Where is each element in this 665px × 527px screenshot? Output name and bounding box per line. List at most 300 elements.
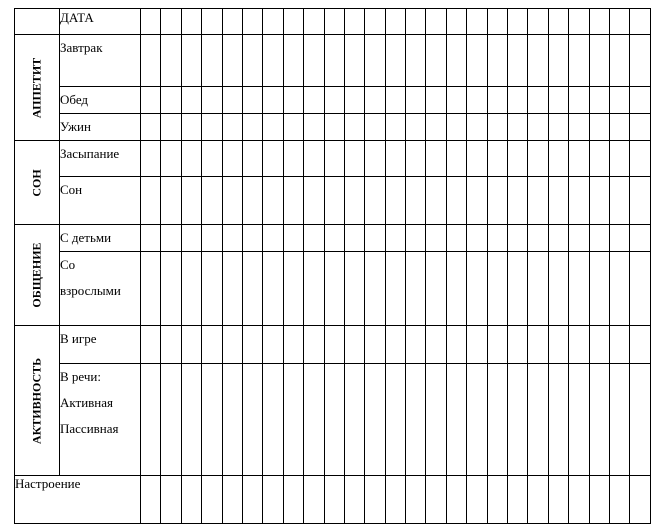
entry-cell[interactable]	[283, 114, 303, 141]
entry-cell[interactable]	[548, 177, 568, 225]
entry-cell[interactable]	[385, 476, 405, 524]
entry-cell[interactable]	[426, 177, 446, 225]
entry-cell[interactable]	[467, 326, 487, 364]
entry-cell[interactable]	[222, 476, 242, 524]
entry-cell[interactable]	[385, 225, 405, 252]
entry-cell[interactable]	[589, 177, 609, 225]
entry-cell[interactable]	[406, 35, 426, 87]
entry-cell[interactable]	[406, 177, 426, 225]
entry-cell[interactable]	[569, 114, 589, 141]
entry-cell[interactable]	[304, 225, 324, 252]
entry-cell[interactable]	[181, 141, 201, 177]
entry-cell[interactable]	[569, 177, 589, 225]
entry-cell[interactable]	[406, 225, 426, 252]
category-sleep	[15, 141, 60, 225]
entry-cell[interactable]	[630, 225, 650, 252]
entry-cell[interactable]	[324, 141, 344, 177]
entry-cell[interactable]	[609, 114, 629, 141]
entry-cell[interactable]	[630, 114, 650, 141]
entry-cell[interactable]	[609, 252, 629, 326]
row-label-dinner: Ужин	[60, 114, 141, 141]
entry-cell[interactable]	[344, 87, 364, 114]
row-label-passive: Пассивная	[60, 421, 119, 436]
entry-cell[interactable]	[467, 225, 487, 252]
entry-cell[interactable]	[569, 35, 589, 87]
entry-cell[interactable]	[161, 87, 181, 114]
entry-cell[interactable]	[263, 225, 283, 252]
entry-cell[interactable]	[487, 252, 507, 326]
entry-cell[interactable]	[242, 326, 262, 364]
entry-cell[interactable]	[304, 9, 324, 35]
entry-cell[interactable]	[467, 141, 487, 177]
entry-cell[interactable]	[548, 326, 568, 364]
entry-cell[interactable]	[365, 476, 385, 524]
entry-cell[interactable]	[630, 252, 650, 326]
entry-cell[interactable]	[609, 364, 629, 476]
entry-cell[interactable]	[365, 326, 385, 364]
entry-cell[interactable]	[263, 87, 283, 114]
entry-cell[interactable]	[589, 252, 609, 326]
entry-cell[interactable]	[406, 364, 426, 476]
entry-cell[interactable]	[242, 87, 262, 114]
entry-cell[interactable]	[324, 114, 344, 141]
entry-cell[interactable]	[365, 141, 385, 177]
entry-cell[interactable]	[508, 141, 528, 177]
entry-cell[interactable]	[222, 364, 242, 476]
entry-cell[interactable]	[263, 114, 283, 141]
entry-cell[interactable]	[202, 35, 222, 87]
category-appetite	[15, 35, 60, 141]
entry-cell[interactable]	[222, 141, 242, 177]
entry-cell[interactable]	[324, 476, 344, 524]
entry-cell[interactable]	[181, 35, 201, 87]
entry-cell[interactable]	[202, 252, 222, 326]
entry-cell[interactable]	[426, 9, 446, 35]
entry-cell[interactable]	[467, 35, 487, 87]
entry-cell[interactable]	[222, 326, 242, 364]
entry-cell[interactable]	[589, 9, 609, 35]
row-label-in-speech-title: В речи:	[60, 369, 101, 384]
entry-cell[interactable]	[548, 225, 568, 252]
entry-cell[interactable]	[528, 177, 548, 225]
entry-cell[interactable]	[181, 9, 201, 35]
entry-cell[interactable]	[569, 9, 589, 35]
row-label-with-adults-line2: взрослыми	[60, 283, 121, 298]
entry-cell[interactable]	[548, 114, 568, 141]
entry-cell[interactable]	[426, 35, 446, 87]
entry-cell[interactable]	[589, 35, 609, 87]
entry-cell[interactable]	[304, 252, 324, 326]
entry-cell[interactable]	[467, 87, 487, 114]
entry-cell[interactable]	[487, 177, 507, 225]
entry-cell[interactable]	[426, 141, 446, 177]
entry-cell[interactable]	[446, 177, 466, 225]
entry-cell[interactable]	[161, 252, 181, 326]
entry-cell[interactable]	[324, 87, 344, 114]
entry-cell[interactable]	[324, 364, 344, 476]
entry-cell[interactable]	[385, 364, 405, 476]
table-row	[15, 364, 651, 476]
entry-cell[interactable]	[365, 9, 385, 35]
entry-cell[interactable]	[589, 364, 609, 476]
entry-cell[interactable]	[141, 364, 161, 476]
entry-cell[interactable]	[344, 476, 364, 524]
entry-cell[interactable]	[202, 9, 222, 35]
entry-cell[interactable]	[385, 141, 405, 177]
entry-cell[interactable]	[283, 364, 303, 476]
entry-cell[interactable]	[630, 9, 650, 35]
entry-cell[interactable]	[141, 141, 161, 177]
entry-cell[interactable]	[283, 326, 303, 364]
entry-cell[interactable]	[181, 476, 201, 524]
entry-cell[interactable]	[508, 476, 528, 524]
entry-cell[interactable]	[365, 225, 385, 252]
entry-cell[interactable]	[304, 35, 324, 87]
entry-cell[interactable]	[508, 9, 528, 35]
entry-cell[interactable]	[589, 476, 609, 524]
entry-cell[interactable]	[283, 225, 303, 252]
entry-cell[interactable]	[324, 252, 344, 326]
entry-cell[interactable]	[161, 326, 181, 364]
entry-cell[interactable]	[426, 114, 446, 141]
row-label-sleep: Сон	[60, 177, 141, 225]
date-header: ДАТА	[60, 9, 141, 35]
entry-cell[interactable]	[508, 87, 528, 114]
entry-cell[interactable]	[426, 364, 446, 476]
entry-cell[interactable]	[202, 225, 222, 252]
entry-cell[interactable]	[385, 177, 405, 225]
entry-cell[interactable]	[426, 225, 446, 252]
entry-cell[interactable]	[304, 476, 324, 524]
entry-cell[interactable]	[630, 141, 650, 177]
entry-cell[interactable]	[487, 9, 507, 35]
entry-cell[interactable]	[548, 87, 568, 114]
entry-cell[interactable]	[569, 326, 589, 364]
entry-cell[interactable]	[242, 177, 262, 225]
entry-cell[interactable]	[508, 326, 528, 364]
entry-cell[interactable]	[263, 141, 283, 177]
entry-cell[interactable]	[385, 252, 405, 326]
entry-cell[interactable]	[467, 9, 487, 35]
entry-cell[interactable]	[242, 114, 262, 141]
entry-cell[interactable]	[528, 364, 548, 476]
entry-cell[interactable]	[487, 141, 507, 177]
entry-cell[interactable]	[242, 476, 262, 524]
entry-cell[interactable]	[528, 252, 548, 326]
row-label-active: Активная	[60, 395, 114, 410]
entry-cell[interactable]	[609, 9, 629, 35]
table-row	[15, 476, 651, 524]
row-label-mood: Настроение	[15, 476, 141, 524]
entry-cell[interactable]	[569, 476, 589, 524]
entry-cell[interactable]	[365, 252, 385, 326]
entry-cell[interactable]	[467, 476, 487, 524]
entry-cell[interactable]	[181, 87, 201, 114]
entry-cell[interactable]	[324, 326, 344, 364]
entry-cell[interactable]	[222, 35, 242, 87]
entry-cell[interactable]	[508, 114, 528, 141]
entry-cell[interactable]	[528, 225, 548, 252]
entry-cell[interactable]	[528, 9, 548, 35]
entry-cell[interactable]	[263, 364, 283, 476]
table-row	[15, 326, 651, 364]
entry-cell[interactable]	[181, 326, 201, 364]
entry-cell[interactable]	[141, 35, 161, 87]
entry-cell[interactable]	[283, 35, 303, 87]
entry-cell[interactable]	[344, 326, 364, 364]
entry-cell[interactable]	[324, 225, 344, 252]
entry-cell[interactable]	[548, 141, 568, 177]
category-label-sleep: СОН	[29, 168, 44, 197]
entry-cell[interactable]	[161, 9, 181, 35]
entry-cell[interactable]	[222, 177, 242, 225]
entry-cell[interactable]	[406, 114, 426, 141]
entry-cell[interactable]	[609, 326, 629, 364]
entry-cell[interactable]	[385, 114, 405, 141]
entry-cell[interactable]	[324, 9, 344, 35]
entry-cell[interactable]	[487, 114, 507, 141]
entry-cell[interactable]	[283, 177, 303, 225]
entry-cell[interactable]	[406, 252, 426, 326]
entry-cell[interactable]	[569, 364, 589, 476]
table-row	[15, 9, 651, 35]
entry-cell[interactable]	[487, 326, 507, 364]
entry-cell[interactable]	[467, 252, 487, 326]
entry-cell[interactable]	[528, 35, 548, 87]
entry-cell[interactable]	[242, 9, 262, 35]
entry-cell[interactable]	[406, 9, 426, 35]
entry-cell[interactable]	[487, 225, 507, 252]
entry-cell[interactable]	[242, 141, 262, 177]
entry-cell[interactable]	[222, 87, 242, 114]
entry-cell[interactable]	[548, 252, 568, 326]
entry-cell[interactable]	[589, 326, 609, 364]
entry-cell[interactable]	[181, 252, 201, 326]
entry-cell[interactable]	[589, 114, 609, 141]
entry-cell[interactable]	[365, 114, 385, 141]
entry-cell[interactable]	[222, 252, 242, 326]
entry-cell[interactable]	[508, 35, 528, 87]
entry-cell[interactable]	[609, 177, 629, 225]
entry-cell[interactable]	[263, 35, 283, 87]
entry-cell[interactable]	[263, 177, 283, 225]
entry-cell[interactable]	[141, 225, 161, 252]
entry-cell[interactable]	[161, 225, 181, 252]
entry-cell[interactable]	[630, 87, 650, 114]
entry-cell[interactable]	[365, 177, 385, 225]
entry-cell[interactable]	[161, 141, 181, 177]
entry-cell[interactable]	[548, 476, 568, 524]
entry-cell[interactable]	[344, 252, 364, 326]
entry-cell[interactable]	[508, 252, 528, 326]
entry-cell[interactable]	[263, 252, 283, 326]
entry-cell[interactable]	[446, 364, 466, 476]
entry-cell[interactable]	[304, 326, 324, 364]
entry-cell[interactable]	[202, 476, 222, 524]
entry-cell[interactable]	[161, 476, 181, 524]
entry-cell[interactable]	[283, 141, 303, 177]
entry-cell[interactable]	[242, 35, 262, 87]
table-row	[15, 35, 651, 87]
entry-cell[interactable]	[609, 87, 629, 114]
entry-cell[interactable]	[569, 225, 589, 252]
entry-cell[interactable]	[304, 141, 324, 177]
entry-cell[interactable]	[181, 177, 201, 225]
entry-cell[interactable]	[406, 87, 426, 114]
entry-cell[interactable]	[426, 252, 446, 326]
entry-cell[interactable]	[426, 326, 446, 364]
entry-cell[interactable]	[263, 9, 283, 35]
entry-cell[interactable]	[528, 326, 548, 364]
entry-cell[interactable]	[161, 364, 181, 476]
entry-cell[interactable]	[609, 225, 629, 252]
category-label-appetite: АППЕТИТ	[29, 57, 44, 118]
entry-cell[interactable]	[141, 114, 161, 141]
entry-cell[interactable]	[263, 326, 283, 364]
entry-cell[interactable]	[202, 87, 222, 114]
entry-cell[interactable]	[202, 326, 222, 364]
entry-cell[interactable]	[630, 326, 650, 364]
entry-cell[interactable]	[344, 364, 364, 476]
table-row	[15, 87, 651, 114]
entry-cell[interactable]	[569, 252, 589, 326]
entry-cell[interactable]	[141, 252, 161, 326]
entry-cell[interactable]	[569, 141, 589, 177]
entry-cell[interactable]	[508, 177, 528, 225]
entry-cell[interactable]	[324, 177, 344, 225]
entry-cell[interactable]	[508, 225, 528, 252]
entry-cell[interactable]	[222, 9, 242, 35]
entry-cell[interactable]	[548, 9, 568, 35]
entry-cell[interactable]	[446, 9, 466, 35]
entry-cell[interactable]	[141, 476, 161, 524]
entry-cell[interactable]	[304, 177, 324, 225]
entry-cell[interactable]	[304, 364, 324, 476]
entry-cell[interactable]	[446, 252, 466, 326]
entry-cell[interactable]	[528, 87, 548, 114]
row-label-breakfast: Завтрак	[60, 35, 141, 87]
entry-cell[interactable]	[385, 35, 405, 87]
entry-cell[interactable]	[222, 225, 242, 252]
entry-cell[interactable]	[344, 141, 364, 177]
entry-cell[interactable]	[344, 9, 364, 35]
entry-cell[interactable]	[304, 114, 324, 141]
entry-cell[interactable]	[446, 87, 466, 114]
entry-cell[interactable]	[161, 114, 181, 141]
entry-cell[interactable]	[406, 476, 426, 524]
entry-cell[interactable]	[548, 364, 568, 476]
entry-cell[interactable]	[304, 87, 324, 114]
entry-cell[interactable]	[283, 87, 303, 114]
entry-cell[interactable]	[446, 141, 466, 177]
entry-cell[interactable]	[161, 177, 181, 225]
entry-cell[interactable]	[630, 35, 650, 87]
row-label-with-adults-line1: Со	[60, 257, 76, 272]
entry-cell[interactable]	[487, 35, 507, 87]
entry-cell[interactable]	[426, 476, 446, 524]
entry-cell[interactable]	[141, 87, 161, 114]
entry-cell[interactable]	[446, 225, 466, 252]
entry-cell[interactable]	[467, 364, 487, 476]
entry-cell[interactable]	[283, 252, 303, 326]
entry-cell[interactable]	[426, 87, 446, 114]
entry-cell[interactable]	[283, 476, 303, 524]
entry-cell[interactable]	[609, 141, 629, 177]
entry-cell[interactable]	[202, 141, 222, 177]
entry-cell[interactable]	[385, 326, 405, 364]
category-communication	[15, 225, 60, 326]
entry-cell[interactable]	[181, 225, 201, 252]
entry-cell[interactable]	[508, 364, 528, 476]
entry-cell[interactable]	[365, 364, 385, 476]
entry-cell[interactable]	[589, 141, 609, 177]
entry-cell[interactable]	[141, 326, 161, 364]
entry-cell[interactable]	[141, 9, 161, 35]
entry-cell[interactable]	[528, 141, 548, 177]
entry-cell[interactable]	[181, 114, 201, 141]
entry-cell[interactable]	[406, 141, 426, 177]
entry-cell[interactable]	[487, 476, 507, 524]
entry-cell[interactable]	[263, 476, 283, 524]
entry-cell[interactable]	[487, 87, 507, 114]
entry-cell[interactable]	[609, 35, 629, 87]
entry-cell[interactable]	[446, 35, 466, 87]
entry-cell[interactable]	[181, 364, 201, 476]
entry-cell[interactable]	[609, 476, 629, 524]
entry-cell[interactable]	[446, 114, 466, 141]
category-label-activity: АКТИВНОСТЬ	[29, 357, 44, 444]
entry-cell[interactable]	[344, 35, 364, 87]
entry-cell[interactable]	[589, 225, 609, 252]
table-row	[15, 114, 651, 141]
entry-cell[interactable]	[365, 87, 385, 114]
entry-cell[interactable]	[630, 476, 650, 524]
entry-cell[interactable]	[344, 225, 364, 252]
entry-cell[interactable]	[385, 9, 405, 35]
entry-cell[interactable]	[487, 364, 507, 476]
entry-cell[interactable]	[406, 326, 426, 364]
entry-cell[interactable]	[630, 364, 650, 476]
entry-cell[interactable]	[283, 9, 303, 35]
entry-cell[interactable]	[548, 35, 568, 87]
entry-cell[interactable]	[467, 177, 487, 225]
entry-cell[interactable]	[202, 177, 222, 225]
entry-cell[interactable]	[467, 114, 487, 141]
entry-cell[interactable]	[630, 177, 650, 225]
entry-cell[interactable]	[589, 87, 609, 114]
category-activity	[15, 326, 60, 476]
entry-cell[interactable]	[242, 225, 262, 252]
entry-cell[interactable]	[242, 252, 262, 326]
entry-cell[interactable]	[242, 364, 262, 476]
entry-cell[interactable]	[446, 476, 466, 524]
entry-cell[interactable]	[569, 87, 589, 114]
entry-cell[interactable]	[365, 35, 385, 87]
entry-cell[interactable]	[202, 364, 222, 476]
entry-cell[interactable]	[528, 476, 548, 524]
entry-cell[interactable]	[446, 326, 466, 364]
entry-cell[interactable]	[344, 114, 364, 141]
entry-cell[interactable]	[161, 35, 181, 87]
entry-cell[interactable]	[141, 177, 161, 225]
row-label-lunch: Обед	[60, 87, 141, 114]
entry-cell[interactable]	[324, 35, 344, 87]
entry-cell[interactable]	[385, 87, 405, 114]
entry-cell[interactable]	[202, 114, 222, 141]
entry-cell[interactable]	[222, 114, 242, 141]
entry-cell[interactable]	[344, 177, 364, 225]
entry-cell[interactable]	[528, 114, 548, 141]
